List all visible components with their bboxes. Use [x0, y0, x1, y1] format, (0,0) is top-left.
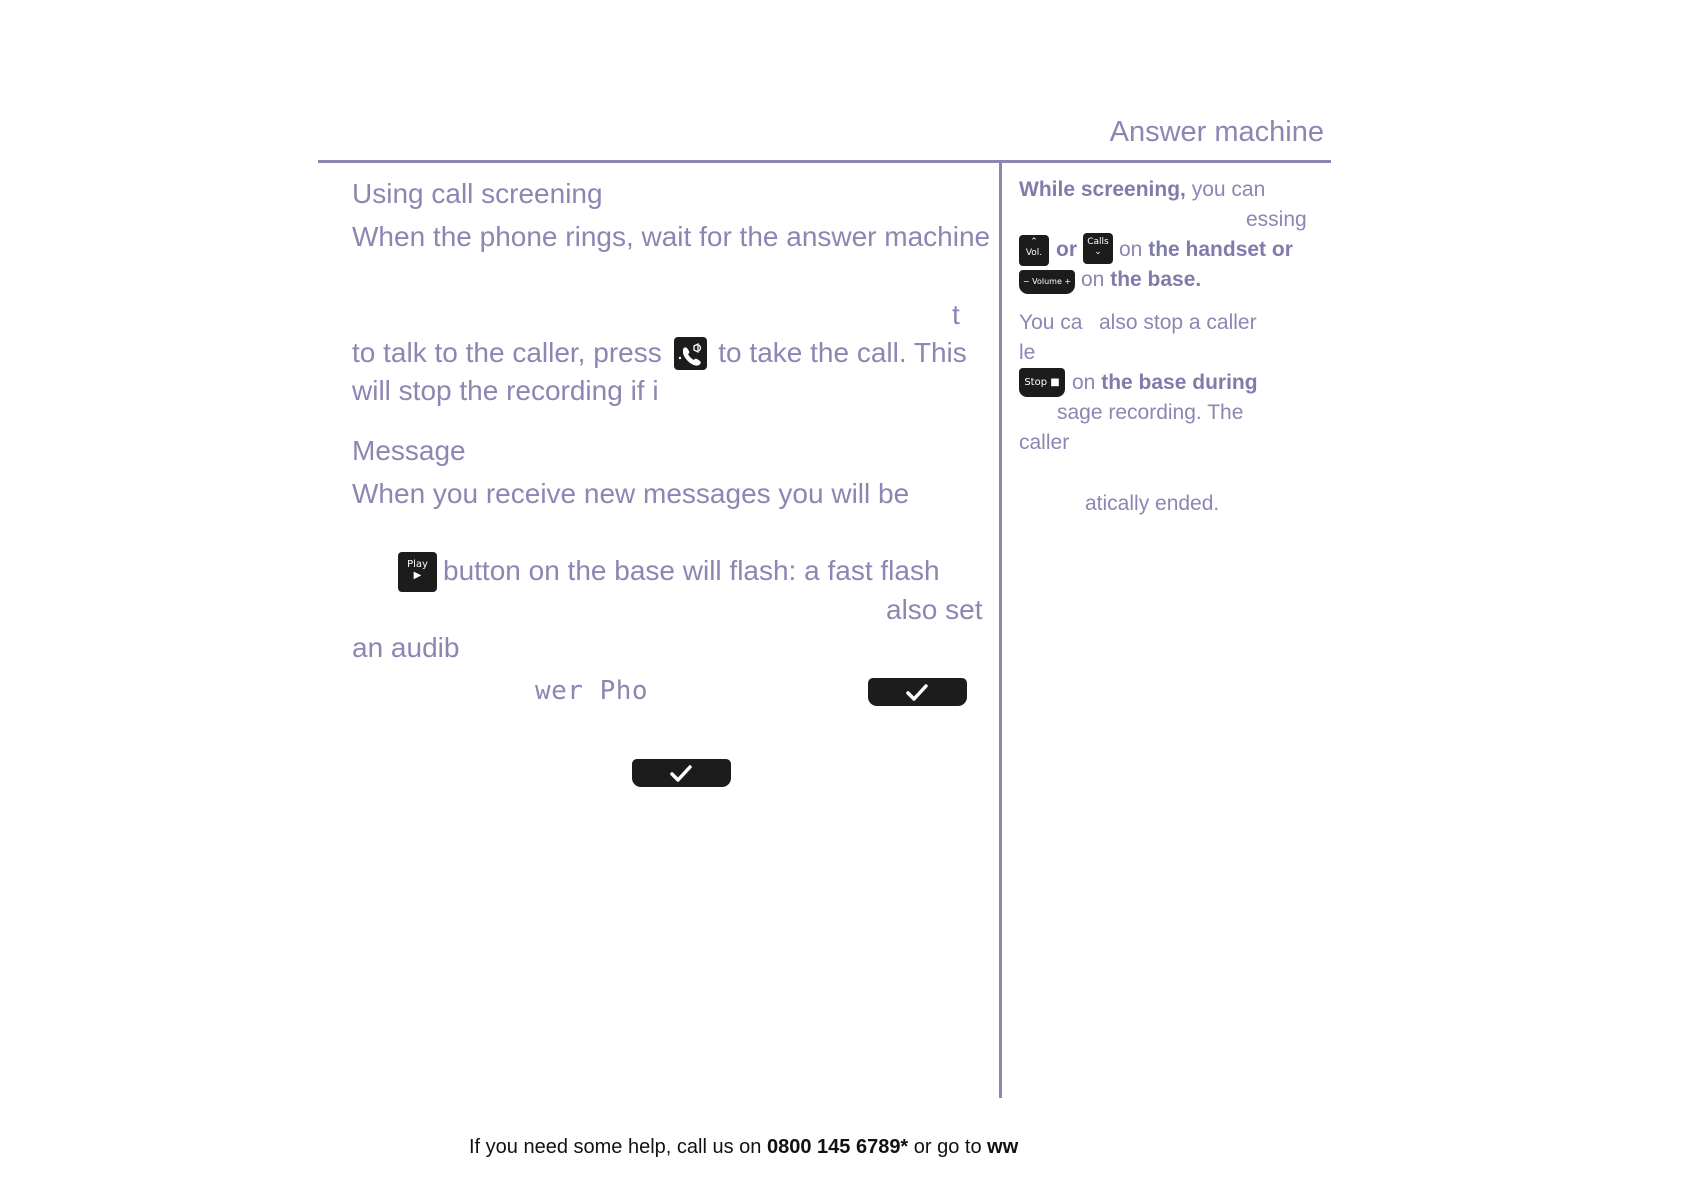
section-title: Answer machine [1109, 116, 1324, 148]
stop-key-icon [1019, 368, 1065, 397]
sidebar-line-4 [1081, 268, 1201, 292]
header-divider [318, 160, 1331, 163]
screening-line-3-before: to talk to the caller, press [352, 337, 662, 368]
screening-line-2-fragment: t [952, 299, 960, 330]
footer-help [469, 1136, 1018, 1159]
sidebar-line-1-rest: you can [1185, 178, 1266, 201]
ok-key-icon-2 [632, 759, 731, 787]
volume-bar-key-icon [1019, 270, 1075, 294]
message-line-1: When you receive new messages you will be [352, 478, 910, 509]
sidebar-line-4-a: on [1081, 268, 1111, 291]
footer-web-link[interactable]: ww [987, 1136, 1019, 1158]
screening-line-3-after: to take the call. This [718, 337, 967, 368]
sidebar-line-3 [1119, 238, 1293, 262]
message-line-3: button on the base will flash: a fast flash [443, 555, 940, 586]
sidebar-line-2: essing [1246, 208, 1307, 231]
talk-key-icon [674, 337, 707, 370]
volume-bar-key: − Volume + [1022, 277, 1072, 286]
stop-key-label: Stop [1024, 377, 1048, 388]
sidebar-p2-line-1a: You ca [1019, 311, 1083, 334]
sidebar-p2-line-1b: also stop a caller [1099, 311, 1257, 334]
calls-key-label: Calls [1087, 237, 1109, 247]
stop-key: Stop ■ [1024, 377, 1060, 388]
sidebar-p2-line-6: atically ended. [1085, 492, 1220, 515]
sidebar-line-1 [1019, 178, 1265, 202]
chevron-down-icon: ⌄ [1094, 247, 1102, 257]
play-key-label: Play [407, 559, 428, 570]
calls-key-icon [1083, 233, 1113, 264]
screening-title: Using call screening [352, 178, 603, 209]
sidebar-p2-line-3-bold: the base during [1101, 371, 1258, 394]
sidebar-line-3-bold: the handset or [1148, 238, 1293, 261]
screening-line-4: will stop the recording if i [352, 375, 659, 406]
sidebar-p2-line-5: caller [1019, 431, 1070, 454]
message-line-4-fragment: also set [886, 594, 983, 625]
play-key-icon [398, 552, 437, 592]
chevron-up-icon: ⌃ [1030, 237, 1038, 247]
vol-key-icon [1019, 235, 1049, 266]
footer-phone: 0800 145 6789* [766, 1136, 909, 1158]
message-line-5: an audib [352, 632, 460, 663]
ok-key-icon [868, 678, 967, 706]
sidebar-or: or [1056, 238, 1077, 261]
screening-line-3 [352, 337, 967, 370]
footer-middle: or go to [908, 1136, 988, 1158]
footer-prefix: If you need some help, call us on [469, 1136, 767, 1158]
volume-bar-key-label: Volume [1032, 277, 1062, 286]
screening-line-1: When the phone rings, wait for the answer machine [352, 221, 991, 252]
message-title: Message [352, 435, 466, 466]
sidebar-line-4-bold: the base. [1110, 268, 1202, 291]
play-triangle-icon: ▶ [413, 570, 422, 581]
column-divider [999, 162, 1002, 1098]
sidebar-p2-line-4: sage recording. The [1057, 401, 1244, 424]
lcd-display-text: wer Pho [535, 676, 649, 706]
sidebar-line-1-bold: While screening, [1019, 178, 1186, 201]
vol-key-label: Vol. [1025, 248, 1043, 258]
sidebar-p2-line-3 [1072, 371, 1258, 395]
sidebar-p2-line-3-a: on [1072, 371, 1102, 394]
sidebar-line-3-a: on [1119, 238, 1149, 261]
sidebar-p2-line-2: le [1019, 341, 1036, 364]
